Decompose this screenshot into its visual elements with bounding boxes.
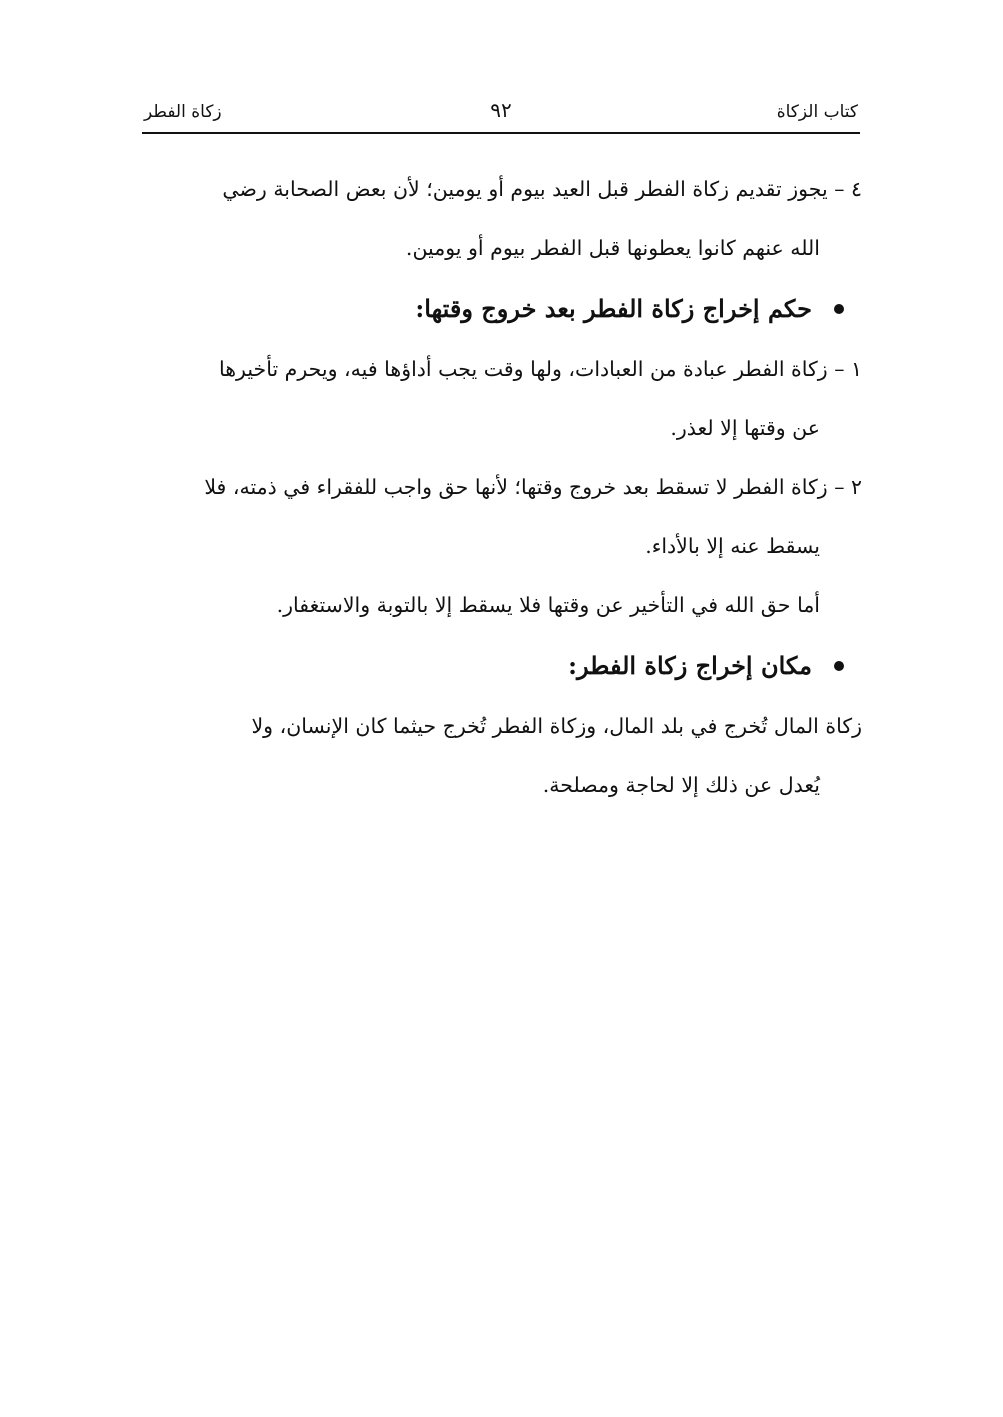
heading-text: مكان إخراج زكاة الفطر: (568, 651, 812, 680)
place-line-2: يُعدل عن ذلك إلا لحاجة ومصلحة. (542, 773, 820, 797)
item-1-line-1: ١ – زكاة الفطر عبادة من العبادات، ولها وقت يجب أداؤها فيه، ويحرم تأخيرها (218, 357, 862, 381)
item-4-line-1: ٤ – يجوز تقديم زكاة الفطر قبل العيد بيوم أو يومين؛ لأن بعض الصحابة رضي (222, 177, 862, 201)
item-2-line-1: ٢ – زكاة الفطر لا تسقط بعد خروج وقتها؛ لأنها حق واجب للفقراء في ذمته، فلا (204, 475, 862, 499)
section-heading-place (142, 635, 862, 697)
item-1 (142, 340, 862, 458)
note-line: أما حق الله في التأخير عن وقتها فلا يسقط إلا بالتوبة والاستغفار. (276, 593, 820, 617)
place-paragraph (142, 697, 862, 815)
item-1-line-2: عن وقتها إلا لعذر. (670, 416, 820, 440)
page-number: ٩٢ (490, 98, 512, 122)
section-heading-late-payment (142, 278, 862, 340)
note-paragraph (142, 576, 862, 635)
item-2 (142, 458, 862, 576)
bullet-icon (834, 304, 844, 314)
place-line-1: زكاة المال تُخرج في بلد المال، وزكاة الفطر تُخرج حيثما كان الإنسان، ولا (251, 714, 862, 738)
chapter-title: زكاة الفطر (144, 102, 222, 122)
page-header (142, 100, 860, 134)
item-4-line-2: الله عنهم كانوا يعطونها قبل الفطر بيوم أو يومين. (405, 236, 820, 260)
page-content (142, 160, 862, 815)
book-title: كتاب الزكاة (776, 102, 858, 122)
item-2-line-2: يسقط عنه إلا بالأداء. (645, 534, 820, 558)
heading-text: حكم إخراج زكاة الفطر بعد خروج وقتها: (415, 294, 812, 323)
item-4 (142, 160, 862, 278)
bullet-icon (834, 661, 844, 671)
